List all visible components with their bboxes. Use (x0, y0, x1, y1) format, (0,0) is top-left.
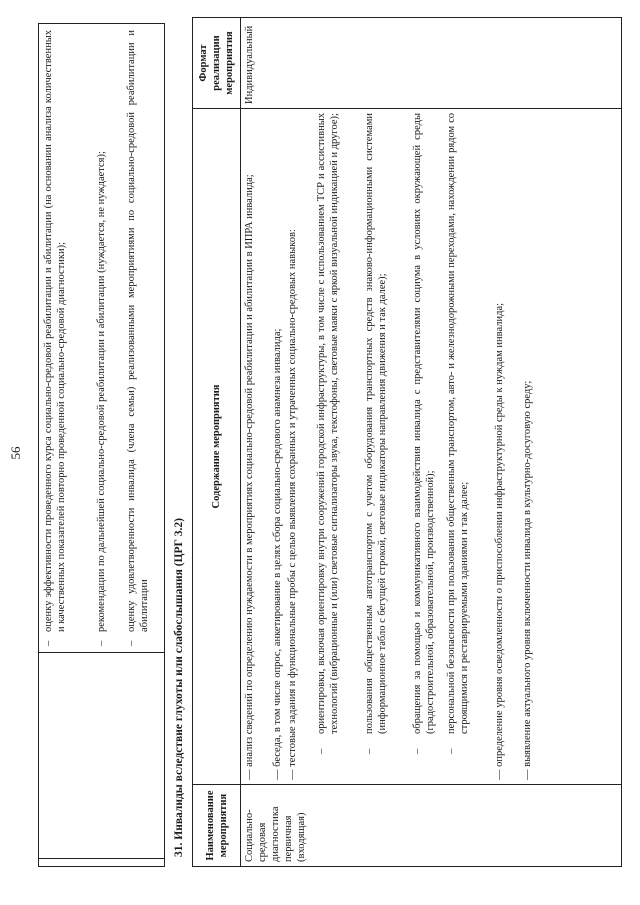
continuation-item-text: оценку удовлетворенности инвалида (члена семьи) реализованными мероприятиями по социально-средовой реабилитации и абилитации (126, 30, 150, 632)
content-subitem-text: пользования общественным автотранспортом с учетом оборудования транспортных средств знаково-информационными системами (информационное табло с бегущей строкой, световые индикаторы направления движения и так далее); (364, 113, 389, 734)
continuation-row (39, 24, 165, 867)
continuation-item-text: оценку эффективности проведенного курса социально-средовой реабилитации и абилитации (на основании анализа количественных и качественных показателей повторно проведенной социально-средовой диагностики); (43, 30, 67, 632)
continuation-cell-content: – оценку эффективности проведенного курса социально-средовой реабилитации и абилитации (на основании анализа количественных и качественных показателей повторно проведенной социально-средовой диагностики); – рекомендации по дальнейшей социально-средовой реабилитации и абилитации (нуждается, не нуждается); – оценку удовлетворенности инвалида (члена семьи) реализованными мероприятиями по социально-средовой реабилитации и абилитации (39, 24, 165, 653)
content-subitem-text: обращения за помощью и коммуникативного взаимодействия инвалида с представителями социума в условиях окружающей среды (градостроительной, образовательной, производственной); (412, 113, 437, 734)
row-format-cell: Индивидуальный (241, 18, 622, 109)
table-header-row (193, 18, 241, 867)
content-subitem: – обращения за помощью и коммуникативного взаимодействия инвалида с представителями социума в условиях окружающей среды (градостроительной, образовательной, производственной); (412, 113, 437, 754)
content-subitem-text: ориентировки, включая ориентировку внутри сооружений городской инфраструктуры, в том числе с использованием ТСР и ассистивных технологий (вибрационные и (или) световые сигнализаторы звука, текстофоны, световые маяки с яркой визуальной индикацией и другое); (316, 113, 341, 734)
page-number: 56 (8, 446, 23, 460)
content-subitem-text: персональной безопасности при пользовании общественным транспортом, авто- и железнодорожными переходами, нахождении рядом со строящимися и реставрируемыми зданиями и так далее; (446, 113, 471, 734)
continuation-cell-blank-narrow (39, 859, 165, 867)
content-subitem: – ориентировки, включая ориентировку внутри сооружений городской инфраструктуры, в том числе с использованием ТСР и ассистивных технологий (вибрационные и (или) световые сигнализаторы звука, текстофоны, световые маяки с яркой визуальной индикацией и другое); (316, 113, 341, 754)
header-name: Наименование мероприятия (193, 785, 241, 867)
continuation-item-text: рекомендации по дальнейшей социально-средовой реабилитации и абилитации (нуждается, не нуждается); (96, 151, 107, 632)
content-item: — определение уровня осведомленности о приспособлении инфраструктурной среды к нуждам инвалида; (494, 302, 505, 780)
header-content: Содержание мероприятия (193, 109, 241, 785)
header-format: Формат реализации мероприятия (193, 18, 241, 109)
continuation-cell-blank-name (39, 653, 165, 859)
content-item: — беседа, в том числе опрос, анкетирование в целях сбора социально-средового анамнеза инвалида; (272, 328, 283, 780)
continuation-table (38, 23, 165, 867)
row-content-cell (241, 109, 622, 785)
content-item: — анализ сведений по определению нуждаемости в мероприятиях социально-средовой реабилитации и абилитации в ИПРА инвалида; (244, 174, 255, 780)
content-subitem: – персональной безопасности при пользовании общественным транспортом, авто- и железнодорожными переходами, нахождении рядом со строящимися и реставрируемыми зданиями и так далее; (446, 113, 471, 754)
content-item: — выявление актуального уровня включенности инвалида в культурно-досуговую среду; (522, 380, 533, 780)
content-subitem: – пользования общественным автотранспортом с учетом оборудования транспортных средств знаково-информационными системами (информационное табло с бегущей строкой, световые индикаторы направления движения и так далее); (364, 113, 389, 754)
activities-table (192, 17, 622, 867)
row-name-cell: Социально-средовая диагностика первичная (входящая) (241, 785, 622, 867)
content-item: — тестовые задания и функциональные пробы с целью выявления сохранных и утраченных социально-средовых навыков: (287, 229, 298, 780)
table-row (241, 18, 622, 867)
section-heading: 31. Инвалиды вследствие глухоты или слабослышания (ЦРГ 3.2) (173, 518, 185, 857)
